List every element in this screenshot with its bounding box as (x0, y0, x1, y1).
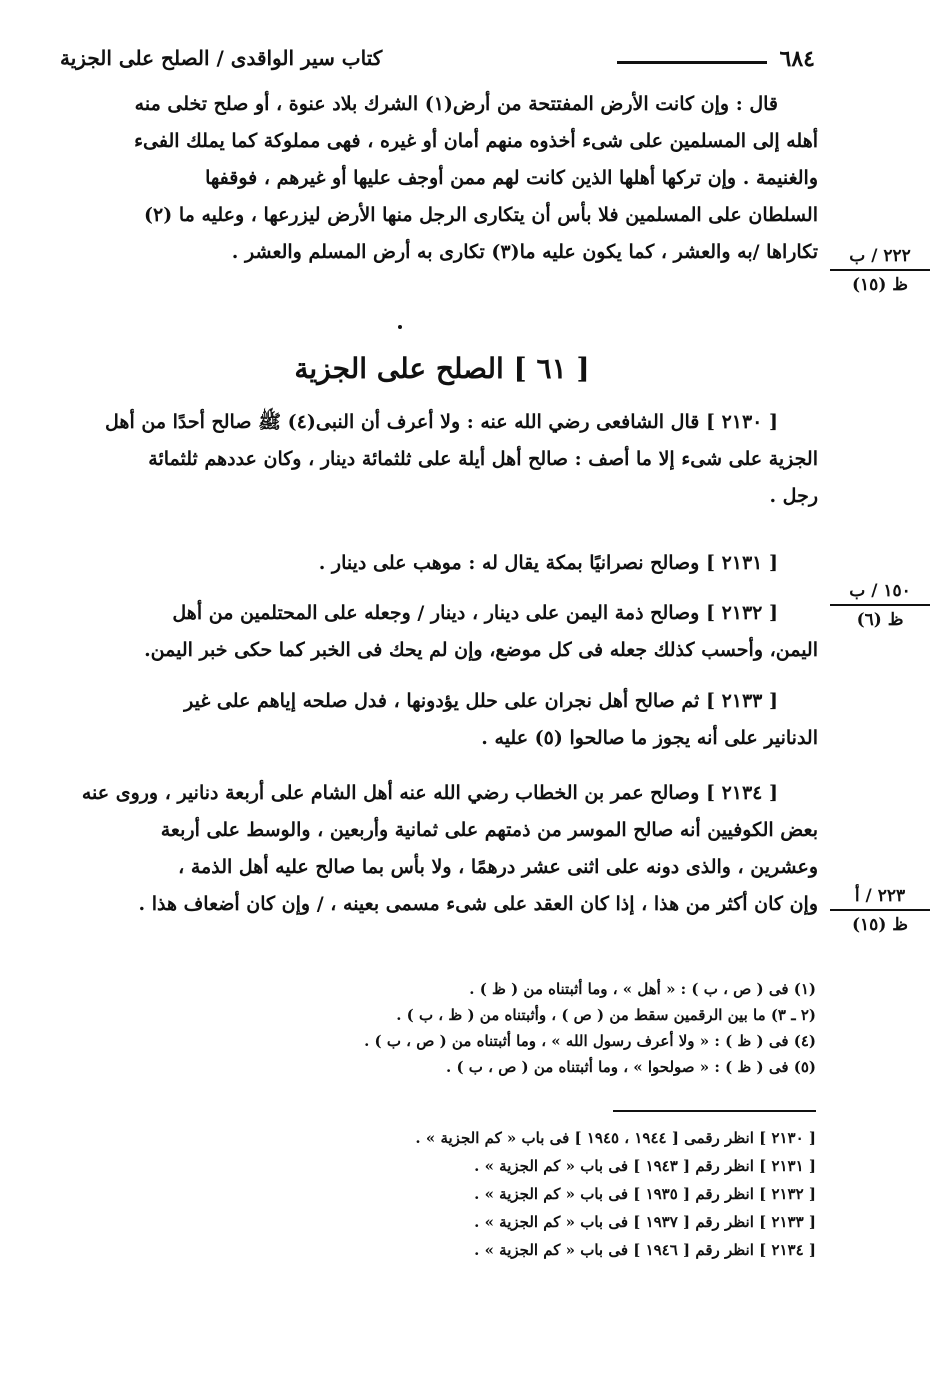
text-line: [ ٢١٣١ ] وصالح نصرانيًا بمكة يقال له : موهب على دينار . (318, 552, 778, 574)
footnote: (١) فى ( ص ، ب ) : « أهل » ، وما أثبتناه من ( ظ ) . (469, 980, 816, 998)
paragraph-2133 (66, 683, 818, 757)
margin-note (830, 580, 930, 631)
text-line: اليمن، وأحسب كذلك جعله فى كل موضع، وإن لم يحك فى الخبر كما حكى خبر اليمن. (144, 639, 818, 661)
cross-reference: [ ٢١٣٣ ] انظر رقم [ ١٩٣٧ ] فى باب « كم الجزية » . (474, 1213, 816, 1231)
text-line: تكاراها /به والعشر ، كما يكون عليه ما(٣) تكارى به أرض المسلم والعشر . (231, 241, 818, 263)
text-line: [ ٢١٣٤ ] وصالح عمر بن الخطاب رضي الله عنه أهل الشام على أربعة دنانير ، وروى عنه (81, 782, 778, 804)
cross-reference: [ ٢١٣١ ] انظر رقم [ ١٩٤٣ ] فى باب « كم الجزية » . (474, 1157, 816, 1175)
cross-references (330, 1124, 816, 1264)
paragraph-2131 (66, 545, 818, 582)
footnote: (٢ ـ ٣) ما بين الرقمين سقط من ( ص ) ، وأثبتناه من ( ظ ، ب ) . (396, 1006, 816, 1024)
header-rule (617, 61, 767, 64)
footnote: (٤) فى ( ظ ) : « ولا أعرف رسول الله » ، وما أثبتناه من ( ص ، ب ) . (364, 1032, 816, 1050)
text-line: الدنانير على أنه يجوز ما صالحوا (٥) عليه . (481, 727, 818, 749)
margin-note-folio: ٢٢٢ / ب (830, 245, 930, 271)
margin-note-folio: ٢٢٣ / أ (830, 885, 930, 911)
margin-note-manuscript: ظ (١٥) (852, 915, 908, 935)
cross-reference: [ ٢١٣٤ ] انظر رقم [ ١٩٤٦ ] فى باب « كم الجزية » . (474, 1241, 816, 1259)
margin-note-folio: ١٥٠ / ب (830, 580, 930, 606)
margin-note (830, 245, 930, 296)
text-line: أهله إلى المسلمين على شىء أخذوه منهم أمان أو غيره ، فهى مملوكة كما يملك الفىء (134, 130, 818, 152)
text-line: والغنيمة . وإن تركها أهلها الذين كانت لهم ممن أوجف عليها أو غيرهم ، فوقفها (205, 167, 818, 189)
text-line: [ ٢١٣٠ ] قال الشافعى رضي الله عنه : ولا أعرف أن النبى(٤) ﷺ صالح أحدًا من أهل (105, 411, 778, 433)
text-line: السلطان على المسلمين فلا بأس أن يتكارى الرجل منها الأرض ليزرعها ، وعليه ما (٢) (144, 204, 818, 226)
running-head: كتاب سير الواقدى / الصلح على الجزية (60, 46, 383, 70)
paragraph-2134 (66, 775, 818, 923)
margin-note-manuscript: ظ (١٥) (852, 275, 908, 295)
text-line: وإن كان أكثر من هذا ، إذا كان العقد على شىء مسمى بعينه ، / وإن كان أضعاف هذا . (138, 893, 818, 915)
section-title: [ ٦١ ] الصلح على الجزية (294, 352, 590, 385)
footnote: (٥) فى ( ظ ) : « صولحوا » ، وما أثبتناه من ( ص ، ب ) . (446, 1058, 816, 1076)
cross-reference: [ ٢١٣٢ ] انظر رقم [ ١٩٣٥ ] فى باب « كم الجزية » . (474, 1185, 816, 1203)
text-line: [ ٢١٣٢ ] وصالح ذمة اليمن على دينار ، دينار / وجعله على المحتلمين من أهل (172, 602, 778, 624)
ornament-dot (398, 325, 402, 329)
margin-note (830, 885, 930, 936)
text-line: الجزية على شىء إلا ما أصف : صالح أهل أيلة على ثلثمائة دينار ، وكان عددهم ثلثمائة (148, 448, 818, 470)
page-number: ٦٨٤ (779, 46, 815, 72)
paragraph-2130 (66, 404, 818, 515)
footnote-divider (613, 1110, 816, 1112)
cross-reference: [ ٢١٣٠ ] انظر رقمى [ ١٩٤٤ ، ١٩٤٥ ] فى باب « كم الجزية » . (415, 1129, 816, 1147)
paragraph-2132 (66, 595, 818, 669)
footnotes (300, 976, 816, 1080)
text-line: بعض الكوفيين أنه صالح الموسر من ذمتهم على ثمانية وأربعين ، والوسط على أربعة (160, 819, 818, 841)
text-line: قال : وإن كانت الأرض المفتتحة من أرض(١) الشرك بلاد عنوة ، أو صلح تخلى منه (134, 93, 778, 115)
intro-paragraph (66, 86, 818, 271)
text-line: [ ٢١٣٣ ] ثم صالح أهل نجران على حلل يؤدونها ، فدل صلحه إياهم على غير (184, 690, 778, 712)
margin-note-manuscript: ظ (٦) (856, 610, 904, 630)
text-line: رجل . (769, 485, 818, 507)
text-line: وعشرين ، والذى دونه على اثنى عشر درهمًا ، ولا بأس بما صالح عليه أهل الذمة ، (178, 856, 818, 878)
page-header (60, 44, 815, 78)
